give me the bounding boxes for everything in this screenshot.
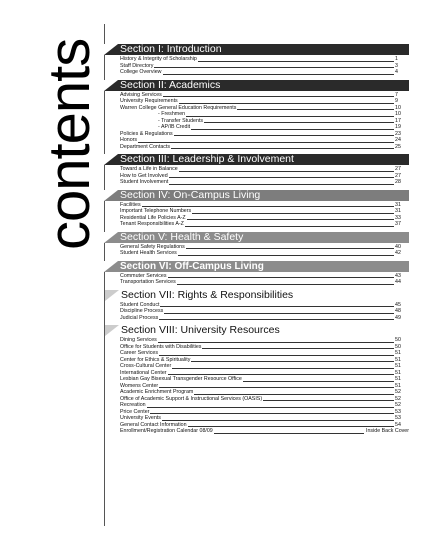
leader-line <box>186 116 394 117</box>
entry-page: 51 <box>395 376 401 382</box>
leader-line <box>186 248 394 249</box>
table-of-contents <box>104 44 409 439</box>
toc-entry <box>120 144 409 151</box>
entry-page: 50 <box>395 343 401 350</box>
entry-label: Transportation Services <box>120 279 176 285</box>
entry-label: General Safety Regulations <box>120 243 185 250</box>
entry-page: 51 <box>395 350 401 356</box>
leader-line <box>177 284 394 285</box>
entry-label: College Overview <box>120 69 162 75</box>
leader-line <box>191 361 394 362</box>
entry-label: How to Get Involved <box>120 172 168 179</box>
header-notch <box>104 44 118 55</box>
toc-entry <box>120 279 409 286</box>
leader-line <box>163 96 394 97</box>
leader-line <box>172 368 394 369</box>
entry-label: University Events <box>120 415 161 421</box>
entry-label: Staff Directory <box>120 62 154 69</box>
entry-page: 17 <box>395 117 401 124</box>
entry-label: Center for Ethics & Spirituality <box>120 356 191 363</box>
leader-line <box>202 348 394 349</box>
entry-label: Academic Enrichment Program <box>120 389 194 395</box>
leader-line <box>214 433 364 434</box>
entry-page: 51 <box>395 356 401 363</box>
entry-page: 25 <box>395 143 401 150</box>
entry-page: 44 <box>395 279 401 285</box>
header-notch <box>104 190 118 201</box>
entry-page: 51 <box>395 363 401 369</box>
section-title: Section V: Health & Safety <box>120 231 244 243</box>
entry-page: 50 <box>395 337 401 343</box>
entry-page: 7 <box>395 91 398 98</box>
entry-page: 23 <box>395 130 401 137</box>
entry-label: - AP/IB Credit <box>158 124 191 130</box>
leader-line <box>164 313 394 314</box>
toc-section <box>104 44 409 76</box>
leader-line <box>237 109 394 110</box>
entry-label: Student Health Services <box>120 250 177 256</box>
leader-line <box>159 387 394 388</box>
section-header <box>104 154 409 165</box>
section-title: Section III: Leadership & Involvement <box>120 154 294 165</box>
entry-label: Office of Academic Support & Instructional Services (OASIS) <box>120 395 263 402</box>
entry-page: 31 <box>395 208 401 214</box>
entry-page: 40 <box>395 243 401 250</box>
section-title: Section VII: Rights & Responsibilities <box>121 289 294 301</box>
entry-label: Important Telephone Numbers <box>120 208 192 214</box>
entry-label: General Contact Information <box>120 421 187 428</box>
toc-entry <box>120 315 409 322</box>
entry-label: Student Conduct <box>120 301 160 308</box>
leader-line <box>158 342 394 343</box>
leader-line <box>188 426 394 427</box>
entry-page: 31 <box>395 201 401 208</box>
leader-line <box>204 122 394 123</box>
section-title: Section II: Academics <box>120 79 221 91</box>
leader-line <box>169 184 394 185</box>
leader-line <box>138 142 394 143</box>
header-notch <box>104 232 118 243</box>
entry-page: 52 <box>395 402 401 408</box>
header-notch <box>104 261 118 272</box>
entry-label: - Transfer Students <box>158 117 204 124</box>
entry-page: 4 <box>395 69 398 75</box>
entry-label: Commuter Services <box>120 272 167 279</box>
section-header <box>104 44 409 55</box>
section-header <box>104 290 409 301</box>
entry-page: 24 <box>395 137 401 143</box>
toc-entry <box>120 428 409 435</box>
entry-label: History & Integrity of Scholarship <box>120 56 197 62</box>
page-title: contents <box>37 38 102 250</box>
entry-label: Tenant Responsibilities A-Z <box>120 221 184 227</box>
leader-line <box>168 277 394 278</box>
entry-page: 1 <box>395 56 398 62</box>
entry-page: Inside Back Cover <box>366 428 409 434</box>
entry-label: Facilities <box>120 201 141 208</box>
entry-page: 51 <box>395 382 401 389</box>
entry-page: 53 <box>395 408 401 415</box>
entry-label: Warren College General Education Requirements <box>120 104 237 111</box>
entry-page: 45 <box>395 301 401 308</box>
entry-page: 37 <box>395 221 401 227</box>
entry-label: Residential Life Policies A-Z <box>120 214 186 221</box>
entry-page: 54 <box>395 421 401 428</box>
leader-line <box>178 255 394 256</box>
toc-entry <box>120 250 409 257</box>
leader-line <box>185 226 394 227</box>
entry-label: Womens Center <box>120 382 159 389</box>
entry-label: Discipline Process <box>120 308 164 314</box>
leader-line <box>159 319 394 320</box>
leader-line <box>198 61 394 62</box>
entry-page: 33 <box>395 214 401 221</box>
entry-page: 10 <box>395 104 401 111</box>
leader-line <box>147 407 394 408</box>
entry-label: Honors <box>120 137 138 143</box>
entry-page: 53 <box>395 415 401 421</box>
entry-page: 3 <box>395 62 398 69</box>
section-header <box>104 190 409 201</box>
entry-page: 51 <box>395 369 401 376</box>
leader-line <box>263 400 394 401</box>
leader-line <box>191 129 394 130</box>
entry-page: 27 <box>395 172 401 179</box>
toc-section <box>104 154 409 186</box>
header-notch <box>104 80 118 91</box>
entry-page: 10 <box>395 111 401 117</box>
leader-line <box>171 148 394 149</box>
entry-label: Toward a Life in Balance <box>120 166 178 172</box>
leader-line <box>163 74 394 75</box>
leader-line <box>169 177 394 178</box>
leader-line <box>179 171 394 172</box>
leader-line <box>168 374 394 375</box>
leader-line <box>160 306 394 307</box>
section-title: Section VIII: University Resources <box>121 325 280 336</box>
toc-section <box>104 290 409 322</box>
section-title: Section VI: Off-Campus Living <box>120 260 264 272</box>
entry-page: 43 <box>395 272 401 279</box>
toc-entry <box>120 69 409 76</box>
toc-entry <box>120 221 409 228</box>
section-title: Section I: Introduction <box>120 44 222 55</box>
toc-entry <box>120 179 409 186</box>
entry-label: Career Services <box>120 350 158 356</box>
toc-section <box>104 232 409 257</box>
leader-line <box>162 420 394 421</box>
entry-label: Policies & Regulations <box>120 130 173 137</box>
toc-section <box>104 325 409 435</box>
leader-line <box>142 206 394 207</box>
entry-label: Enrollment/Registration Calendar 08/09 <box>120 428 213 434</box>
leader-line <box>174 135 394 136</box>
section-header <box>104 325 409 336</box>
section-header <box>104 261 409 272</box>
section-header <box>104 232 409 243</box>
header-notch <box>105 325 119 336</box>
entry-page: 28 <box>395 179 401 185</box>
section-header <box>104 80 409 91</box>
entry-page: 48 <box>395 308 401 314</box>
entry-label: Advising Services <box>120 91 162 98</box>
entry-page: 27 <box>395 166 401 172</box>
leader-line <box>154 67 394 68</box>
entry-label: Office for Students with Disabilities <box>120 343 202 350</box>
entry-page: 42 <box>395 250 401 256</box>
entry-page: 49 <box>395 314 401 321</box>
leader-line <box>179 103 394 104</box>
entry-page: 9 <box>395 98 398 104</box>
entry-label: Dining Services <box>120 337 157 343</box>
leader-line <box>243 381 394 382</box>
leader-line <box>194 394 394 395</box>
entry-page: 19 <box>395 124 401 130</box>
header-notch <box>104 154 118 165</box>
leader-line <box>159 355 394 356</box>
entry-label: Judicial Process <box>120 314 159 321</box>
leader-line <box>150 413 394 414</box>
entry-label: International Center <box>120 369 167 376</box>
entry-label: Department Contacts <box>120 143 171 150</box>
entry-label: University Requirements <box>120 98 178 104</box>
entry-page: 52 <box>395 389 401 395</box>
leader-line <box>192 213 394 214</box>
entry-label: Cross-Cultural Center <box>120 363 172 369</box>
entry-label: - Freshmen <box>158 111 186 117</box>
entry-label: Lesbian Gay Bisexual Transgender Resource Office <box>120 376 242 382</box>
entry-label: Student Involvement <box>120 179 169 185</box>
entry-label: Price Center <box>120 408 150 415</box>
toc-section <box>104 261 409 286</box>
toc-section <box>104 190 409 228</box>
entry-page: 52 <box>395 395 401 402</box>
leader-line <box>187 219 394 220</box>
section-title: Section IV: On-Campus Living <box>120 189 261 201</box>
entry-label: Recreation <box>120 402 146 408</box>
toc-section <box>104 80 409 151</box>
header-notch <box>105 290 119 301</box>
